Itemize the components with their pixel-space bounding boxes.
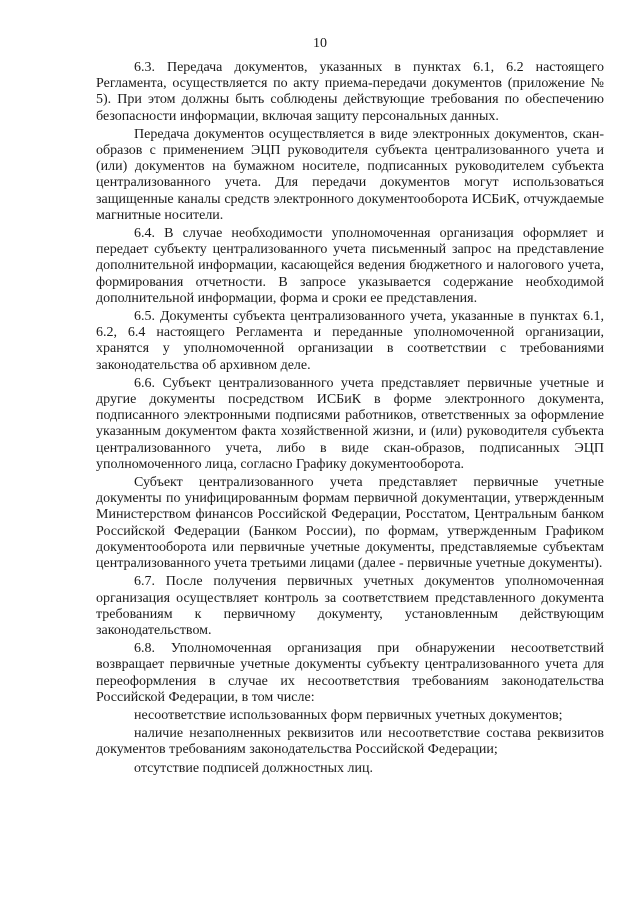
paragraph-6-4: 6.4. В случае необходимости уполномоченная организация оформляет и передает субъекту централизованного учета письменный запрос на представление дополнительной информации, касающейся ведения бюджетного и налогового учета, формирования отчетности. В запросе указывается содержание необходимой дополнительной информации, форма и сроки ее представления. xyxy=(96,226,604,306)
list-item-missing-signatures: отсутствие подписей должностных лиц. xyxy=(134,760,373,776)
list-item-forms-mismatch: несоответствие использованных форм первичных учетных документов; xyxy=(134,707,563,723)
list-item-missing-requisites: наличие незаполненных реквизитов или несоответствие состава реквизитов документов требованиям законодательства Российской Федерации; xyxy=(96,726,604,758)
paragraph-6-8: 6.8. Уполномоченная организация при обнаружении несоответствий возвращает первичные учетные документы субъекту централизованного учета для переоформления в случае их несоответствия требованиям законодательства Российской Федерации, в том числе: xyxy=(96,641,604,705)
paragraph-6-7: 6.7. После получения первичных учетных документов уполномоченная организация осуществляет контроль за соответствием представленного документа требованиям к первичному документу, установленным действующим законодательством. xyxy=(96,574,604,638)
paragraph-primary-docs: Субъект централизованного учета представляет первичные учетные документы по унифицированным формам первичной документации, утвержденным Министерством финансов Российской Федерации, Росстатом, Центральным банком Российской Федерации (Банком России), по формам, утвержденным Графиком документооборота или первичные учетные документы, представляемые субъектам централизованного учета третьими лицами (далее - первичные учетные документы). xyxy=(96,475,604,572)
paragraph-6-6: 6.6. Субъект централизованного учета представляет первичные учетные и другие документы посредством ИСБиК в форме электронного документа, подписанного электронными подписями работников, ответственных за оформление указанным документом факта хозяйственной жизни, и (или) руководителя субъекта централизованного учета, либо в виде скан-образов, подписанных ЭЦП уполномоченного лица, согласно Графику документооборота. xyxy=(96,375,604,472)
paragraph-transfer-docs: Передача документов осуществляется в виде электронных документов, скан-образов с применением ЭЦП руководителя субъекта централизованного учета и (или) документов на бумажном носителе, подписанных руководителем субъекта централизованного учета. Для передачи документов могут использоваться защищенные каналы средств электронного документооборота ИСБиК, отчуждаемые магнитные носители. xyxy=(96,126,604,223)
document-body xyxy=(96,60,604,779)
paragraph-6-5: 6.5. Документы субъекта централизованного учета, указанные в пунктах 6.1, 6.2, 6.4 настоящего Регламента и переданные уполномоченной организации, хранятся у уполномоченной организации в соответствии с требованиями законодательства об архивном деле. xyxy=(96,309,604,373)
paragraph-6-3: 6.3. Передача документов, указанных в пунктах 6.1, 6.2 настоящего Регламента, осуществляется по акту приема-передачи документов (приложение № 5). При этом должны быть соблюдены действующие требования по обеспечению безопасности информации, включая защиту персональных данных. xyxy=(96,60,604,124)
page-number: 10 xyxy=(313,36,327,51)
